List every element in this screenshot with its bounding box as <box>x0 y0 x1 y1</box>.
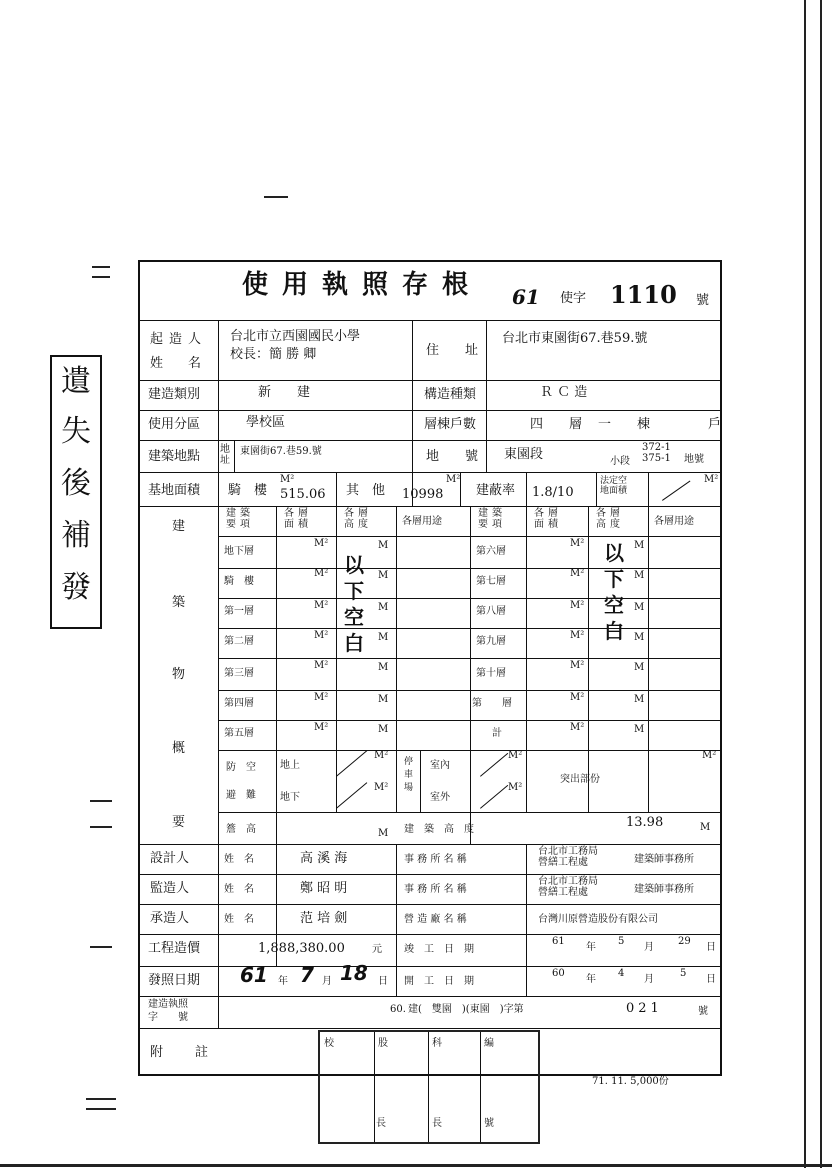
scan-mark <box>90 946 112 948</box>
office-label: 事 務 所 名 稱 <box>404 854 467 865</box>
coverage-value: 1.8/10 <box>532 485 574 500</box>
stamp-cell: 長 <box>432 1118 442 1129</box>
unit-m2: M² <box>570 660 585 671</box>
month-label: 月 <box>322 976 332 987</box>
unit-m2: M² <box>570 538 585 549</box>
designer-office-tail: 建築師事務所 <box>634 854 694 865</box>
unit-m2: M² <box>508 750 523 761</box>
structure-value: Ｒ Ｃ 造 <box>540 385 588 400</box>
floor-right: 第 層 <box>472 698 512 709</box>
unit-m: M <box>634 662 645 673</box>
begin-label: 開 工 日 期 <box>404 976 474 987</box>
unit-m2: M² <box>570 692 585 703</box>
serial-number: 1110 <box>610 280 677 309</box>
form-title: 使用執照存根 <box>242 270 483 300</box>
site-area-label: 基地面積 <box>148 483 201 498</box>
unit-m2: M² <box>704 474 719 485</box>
cost-value: 1,888,380.00 <box>258 941 345 956</box>
footer-print-info: 71. 11. 5,000份 <box>592 1076 669 1087</box>
scan-mark <box>92 276 110 278</box>
unit-m2: M² <box>446 474 461 485</box>
scan-edge <box>0 1164 832 1167</box>
floor-left: 第一層 <box>224 606 254 617</box>
floor-left: 第二層 <box>224 636 254 647</box>
summary-label-char: 建 <box>172 519 186 534</box>
air-raid-label: 防 空 <box>226 762 256 773</box>
designer-office: 台北市工務局 營繕工程處 <box>538 846 598 868</box>
year-label: 年 <box>586 942 596 953</box>
contractor-label: 承造人 <box>150 911 190 926</box>
license-number: 021 <box>626 1001 663 1016</box>
shelter-label: 避 難 <box>226 790 256 801</box>
unit-m: M <box>378 828 389 839</box>
scan-mark <box>92 266 110 268</box>
summary-label-char: 概 <box>172 741 186 756</box>
unit-m2: M² <box>508 782 523 793</box>
floor-right: 第九層 <box>476 636 506 647</box>
stamp-cell: 長 <box>376 1118 386 1129</box>
remarks-label: 附 註 <box>150 1045 211 1060</box>
name-label: 姓 名 <box>224 884 254 895</box>
col-use: 各層用途 <box>402 516 442 527</box>
side-note-char: 補 <box>61 518 91 553</box>
address-value: 台北市東園街67.巷59.號 <box>502 331 648 346</box>
issue-label: 發照日期 <box>148 973 201 988</box>
scan-edge <box>820 0 822 1168</box>
unit-m2: M² <box>570 630 585 641</box>
unit-m2: M² <box>374 750 389 761</box>
unit-m: M <box>634 570 645 581</box>
unit-m: M <box>378 724 389 735</box>
scan-edge <box>804 0 806 1168</box>
scan-mark <box>90 800 112 802</box>
completion-year: 61 <box>552 936 565 947</box>
serial-suffix: 號 <box>696 293 710 308</box>
unit-m: M <box>378 540 389 551</box>
unit-m2: M² <box>374 782 389 793</box>
firm-label: 營 造 廠 名 稱 <box>404 914 467 925</box>
begin-year: 60 <box>552 968 565 979</box>
unit-m2: M² <box>314 600 329 611</box>
supervisor-value: 鄭 昭 明 <box>300 881 348 896</box>
scan-mark <box>90 826 112 828</box>
supervisor-office: 台北市工務局 營繕工程處 <box>538 876 598 898</box>
unit-m2: M² <box>314 568 329 579</box>
year-label: 年 <box>586 974 596 985</box>
office-label: 事 務 所 名 稱 <box>404 884 467 895</box>
lot-prefix: 東園段 <box>504 447 544 462</box>
unit-m2: M² <box>570 600 585 611</box>
supervisor-office-tail: 建築師事務所 <box>634 884 694 895</box>
scan-mark <box>86 1108 116 1110</box>
designer-label: 設計人 <box>150 851 190 866</box>
issue-month: 7 <box>300 963 314 987</box>
unit-m2: M² <box>314 660 329 671</box>
open-space-label: 法定空 地面積 <box>600 476 628 496</box>
col-use: 各層用途 <box>654 516 694 527</box>
col-area: 各層 面積 <box>534 508 562 530</box>
license-tail: 號 <box>698 1006 708 1017</box>
site-value: 東園街67.巷59.號 <box>240 446 322 457</box>
unit-m: M <box>634 694 645 705</box>
units-value: 戶 <box>708 417 722 432</box>
serial-year: 61 <box>512 285 540 309</box>
month-label: 月 <box>644 942 654 953</box>
cost-label: 工程造價 <box>148 941 201 956</box>
unit-m: M <box>634 602 645 613</box>
side-note-char: 後 <box>61 466 91 501</box>
unit-m: M <box>634 632 645 643</box>
unit-m: M <box>378 602 389 613</box>
begin-month: 4 <box>618 968 625 979</box>
yuan-label: 元 <box>372 944 382 955</box>
license-text: 建( 雙園 )(東園 )字第 <box>408 1004 524 1015</box>
unit-m: M <box>378 632 389 643</box>
license-form <box>138 260 722 1076</box>
completion-day: 29 <box>678 936 691 947</box>
scan-mark <box>264 196 288 198</box>
summary-label-char: 築 <box>172 595 186 610</box>
floor-right: 第六層 <box>476 546 506 557</box>
above-label: 地上 <box>280 760 300 771</box>
unit-m2: M² <box>570 722 585 733</box>
indoor-label: 室內 <box>430 760 450 771</box>
name-label: 姓 名 <box>224 854 254 865</box>
unit-m: M <box>700 822 711 833</box>
buildings-value: 一 棟 <box>598 417 651 432</box>
side-note-char: 發 <box>61 570 91 605</box>
unit-m2: M² <box>280 474 295 485</box>
side-note-char: 遺 <box>61 364 91 399</box>
blank-mark-left: 以下空白 <box>344 553 364 655</box>
contractor-value: 范 培 劍 <box>300 911 348 926</box>
site-prefix: 地 址 <box>220 444 230 466</box>
unit-m: M <box>634 724 645 735</box>
floors-units-label: 層棟戶數 <box>424 417 477 432</box>
applicant-label: 起造人 姓 名 <box>150 332 208 371</box>
protrude-label: 突出部份 <box>560 774 600 785</box>
unit-m2: M² <box>570 568 585 579</box>
unit-m2: M² <box>314 692 329 703</box>
stamp-cell: 科 <box>432 1038 442 1049</box>
unit-m: M <box>634 540 645 551</box>
zone-label: 使用分區 <box>148 417 201 432</box>
unit-m: M <box>378 694 389 705</box>
day-label: 日 <box>378 976 388 987</box>
col-height: 各層 高度 <box>596 508 624 530</box>
year-label: 年 <box>278 976 288 987</box>
floors-value: 四 層 <box>530 417 583 432</box>
lot-number: 372-1 375-1 <box>642 442 671 464</box>
side-note-char: 失 <box>61 414 91 449</box>
stamp-cell: 號 <box>484 1118 494 1129</box>
structure-label: 構造種類 <box>424 387 477 402</box>
build-type-label: 建造類別 <box>148 387 201 402</box>
build-type-value: 新 建 <box>258 385 311 400</box>
begin-day: 5 <box>680 968 687 979</box>
serial-mid: 使字 <box>560 291 587 306</box>
col-item: 建築 要項 <box>226 508 254 530</box>
floor-left: 地下層 <box>224 546 254 557</box>
col-area: 各層 面積 <box>284 508 312 530</box>
applicant-value: 台北市立西園國民小學 校長：簡 勝 卿 <box>230 329 361 362</box>
floor-right: 第八層 <box>476 606 506 617</box>
floor-right: 第十層 <box>476 668 506 679</box>
floor-left: 第五層 <box>224 728 254 739</box>
coverage-label: 建蔽率 <box>476 483 516 498</box>
site-label: 建築地點 <box>148 449 201 464</box>
lot-label-tail: 地號 <box>684 454 704 465</box>
scan-mark <box>86 1098 116 1100</box>
stamp-cell: 股 <box>378 1038 388 1049</box>
floor-left: 騎 樓 <box>224 576 254 587</box>
floor-left: 第三層 <box>224 668 254 679</box>
license-label: 建造執照 字 號 <box>148 999 188 1023</box>
month-label: 月 <box>644 974 654 985</box>
parking-label: 停 車 場 <box>404 757 414 793</box>
day-label: 日 <box>706 974 716 985</box>
height-label: 建 築 高 度 <box>404 824 474 835</box>
side-note-box <box>50 355 102 629</box>
issue-day: 18 <box>340 961 368 985</box>
lot-sub: 小段 <box>610 456 630 467</box>
col-item: 建築 要項 <box>478 508 506 530</box>
summary-label-char: 物 <box>172 667 186 682</box>
approval-stamp <box>318 1030 540 1144</box>
col-height: 各層 高度 <box>344 508 372 530</box>
floor-left: 第四層 <box>224 698 254 709</box>
contractor-firm: 台灣川原營造股份有限公司 <box>538 914 658 925</box>
unit-m2: M² <box>314 722 329 733</box>
floor-right: 第七層 <box>476 576 506 587</box>
unit-m2: M² <box>314 630 329 641</box>
arcade-label: 騎 樓 <box>228 483 268 498</box>
summary-label-char: 要 <box>172 815 186 830</box>
below-label: 地下 <box>280 792 300 803</box>
designer-value: 高 溪 海 <box>300 851 348 866</box>
address-label: 住 址 <box>426 343 479 358</box>
issue-year: 61 <box>240 963 268 987</box>
license-year: 60. <box>390 1004 406 1015</box>
eave-label: 簷 高 <box>226 824 256 835</box>
other-label: 其 他 <box>346 483 386 498</box>
other-area: 10998 <box>402 487 444 502</box>
lot-label: 地 號 <box>426 449 479 464</box>
zone-value: 學校區 <box>246 415 286 430</box>
height-value: 13.98 <box>626 815 664 830</box>
unit-m2: M² <box>314 538 329 549</box>
unit-m: M <box>378 662 389 673</box>
outdoor-label: 室外 <box>430 792 450 803</box>
completion-label: 竣 工 日 期 <box>404 944 474 955</box>
unit-m2: M² <box>702 750 717 761</box>
supervisor-label: 監造人 <box>150 881 190 896</box>
arcade-area: 515.06 <box>280 487 326 502</box>
day-label: 日 <box>706 942 716 953</box>
blank-mark-right: 以下空白 <box>604 541 624 643</box>
name-label: 姓 名 <box>224 914 254 925</box>
stamp-cell: 校 <box>324 1038 334 1049</box>
unit-m: M <box>378 570 389 581</box>
completion-month: 5 <box>618 936 625 947</box>
floor-right: 計 <box>492 728 502 739</box>
stamp-cell: 編 <box>484 1038 494 1049</box>
